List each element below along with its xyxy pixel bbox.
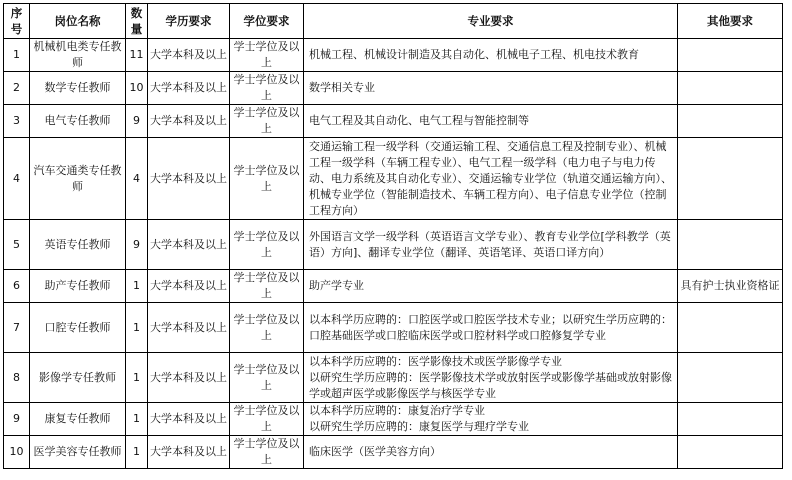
cell-position: 数学专任教师 — [30, 72, 126, 105]
cell-other — [678, 39, 783, 72]
table-row — [4, 353, 783, 403]
cell-count: 9 — [126, 105, 148, 138]
cell-major: 以本科学历应聘的：医学影像技术或医学影像学专业 以研究生学历应聘的：医学影像技术学或放射医学或影像学基础或放射影像学或超声医学或影像医学与核医学专业 — [304, 353, 678, 403]
cell-position: 电气专任教师 — [30, 105, 126, 138]
cell-major: 以本科学历应聘的：口腔医学或口腔医学技术专业；以研究生学历应聘的：口腔基础医学或口腔临床医学或口腔材料学或口腔修复学专业 — [304, 303, 678, 353]
table-row — [4, 105, 783, 138]
header-row — [4, 4, 783, 39]
cell-position: 口腔专任教师 — [30, 303, 126, 353]
table-row — [4, 39, 783, 72]
cell-index: 3 — [4, 105, 30, 138]
cell-position: 助产专任教师 — [30, 270, 126, 303]
cell-degree: 学士学位及以上 — [230, 105, 304, 138]
cell-major: 电气工程及其自动化、电气工程与智能控制等 — [304, 105, 678, 138]
cell-other — [678, 436, 783, 469]
cell-count: 11 — [126, 39, 148, 72]
cell-other: 具有护士执业资格证 — [678, 270, 783, 303]
header-count: 数量 — [126, 4, 148, 39]
table-row — [4, 138, 783, 220]
table-row — [4, 303, 783, 353]
cell-count: 9 — [126, 220, 148, 270]
cell-degree: 学士学位及以上 — [230, 353, 304, 403]
header-index: 序号 — [4, 4, 30, 39]
cell-major: 外国语言文学一级学科（英语语言文学专业）、教育专业学位[学科教学（英语）方向]、翻译专业学位（翻译、英语笔译、英语口译方向） — [304, 220, 678, 270]
cell-degree: 学士学位及以上 — [230, 220, 304, 270]
header-education: 学历要求 — [148, 4, 230, 39]
cell-count: 1 — [126, 303, 148, 353]
table-row — [4, 403, 783, 436]
cell-count: 10 — [126, 72, 148, 105]
table-row — [4, 270, 783, 303]
cell-index: 9 — [4, 403, 30, 436]
table-row — [4, 436, 783, 469]
cell-index: 10 — [4, 436, 30, 469]
cell-index: 8 — [4, 353, 30, 403]
cell-education: 大学本科及以上 — [148, 403, 230, 436]
cell-position: 汽车交通类专任教师 — [30, 138, 126, 220]
cell-degree: 学士学位及以上 — [230, 270, 304, 303]
header-other: 其他要求 — [678, 4, 783, 39]
cell-major: 交通运输工程一级学科（交通运输工程、交通信息工程及控制专业）、机械工程一级学科（车辆工程专业）、电气工程一级学科（电力电子与电力传动、电力系统及其自动化专业）、交通运输专业学位（轨道交通运输方向）、机械专业学位（智能制造技术、车辆工程方向）、电子信息专业学位（控制工程方向） — [304, 138, 678, 220]
cell-other — [678, 353, 783, 403]
cell-education: 大学本科及以上 — [148, 138, 230, 220]
cell-index: 6 — [4, 270, 30, 303]
cell-position: 影像学专任教师 — [30, 353, 126, 403]
document-page — [3, 3, 783, 469]
cell-major: 以本科学历应聘的：康复治疗学专业 以研究生学历应聘的：康复医学与理疗学专业 — [304, 403, 678, 436]
cell-education: 大学本科及以上 — [148, 436, 230, 469]
cell-education: 大学本科及以上 — [148, 105, 230, 138]
cell-position: 机械机电类专任教师 — [30, 39, 126, 72]
cell-other — [678, 220, 783, 270]
cell-count: 4 — [126, 138, 148, 220]
recruitment-table — [3, 3, 783, 469]
cell-education: 大学本科及以上 — [148, 72, 230, 105]
cell-major: 助产学专业 — [304, 270, 678, 303]
cell-degree: 学士学位及以上 — [230, 39, 304, 72]
cell-major: 机械工程、机械设计制造及其自动化、机械电子工程、机电技术教育 — [304, 39, 678, 72]
cell-degree: 学士学位及以上 — [230, 436, 304, 469]
cell-other — [678, 138, 783, 220]
header-degree: 学位要求 — [230, 4, 304, 39]
cell-index: 7 — [4, 303, 30, 353]
cell-other — [678, 105, 783, 138]
cell-position: 康复专任教师 — [30, 403, 126, 436]
cell-degree: 学士学位及以上 — [230, 138, 304, 220]
cell-count: 1 — [126, 403, 148, 436]
cell-count: 1 — [126, 270, 148, 303]
cell-education: 大学本科及以上 — [148, 353, 230, 403]
cell-count: 1 — [126, 353, 148, 403]
cell-count: 1 — [126, 436, 148, 469]
cell-degree: 学士学位及以上 — [230, 72, 304, 105]
cell-position: 英语专任教师 — [30, 220, 126, 270]
cell-index: 1 — [4, 39, 30, 72]
cell-education: 大学本科及以上 — [148, 39, 230, 72]
cell-major: 临床医学（医学美容方向） — [304, 436, 678, 469]
cell-degree: 学士学位及以上 — [230, 303, 304, 353]
cell-other — [678, 72, 783, 105]
cell-education: 大学本科及以上 — [148, 303, 230, 353]
cell-education: 大学本科及以上 — [148, 270, 230, 303]
cell-major: 数学相关专业 — [304, 72, 678, 105]
cell-position: 医学美容专任教师 — [30, 436, 126, 469]
header-major: 专业要求 — [304, 4, 678, 39]
table-row — [4, 72, 783, 105]
cell-other — [678, 403, 783, 436]
cell-index: 2 — [4, 72, 30, 105]
header-position: 岗位名称 — [30, 4, 126, 39]
table-row — [4, 220, 783, 270]
cell-degree: 学士学位及以上 — [230, 403, 304, 436]
cell-index: 4 — [4, 138, 30, 220]
cell-index: 5 — [4, 220, 30, 270]
cell-education: 大学本科及以上 — [148, 220, 230, 270]
cell-other — [678, 303, 783, 353]
